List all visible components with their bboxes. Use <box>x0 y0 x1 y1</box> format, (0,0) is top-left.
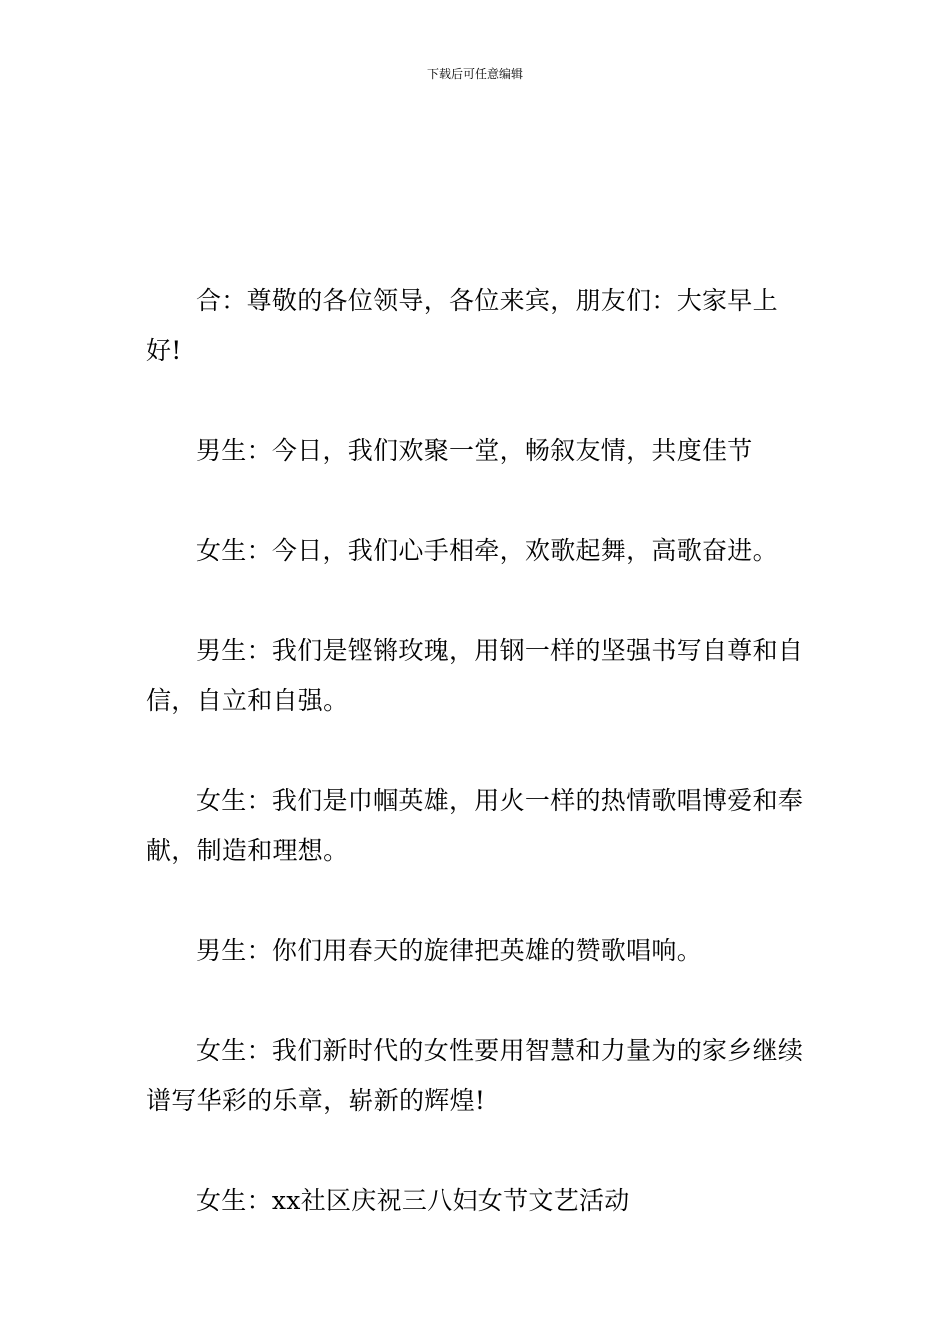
paragraph-female-4: 女生：xx社区庆祝三八妇女节文艺活动 <box>196 1186 630 1215</box>
paragraph-male-1: 男生：今日，我们欢聚一堂，畅叙友情，共度佳节 <box>196 436 753 465</box>
paragraph-opening-greeting: 合：尊敬的各位领导，各位来宾，朋友们：大家早上好! <box>146 286 778 365</box>
paragraph-female-3: 女生：我们新时代的女性要用智慧和力量为的家乡继续谱写华彩的乐章，崭新的辉煌! <box>146 1036 804 1115</box>
paragraph-male-2: 男生：我们是铿锵玫瑰，用钢一样的坚强书写自尊和自信，自立和自强。 <box>146 636 804 715</box>
paragraph-female-2: 女生：我们是巾帼英雄，用火一样的热情歌唱博爱和奉献，制造和理想。 <box>146 786 804 865</box>
paragraph-male-3: 男生：你们用春天的旋律把英雄的赞歌唱响。 <box>196 936 703 965</box>
document-body <box>146 276 808 1276</box>
paragraph-female-1: 女生：今日，我们心手相牵，欢歌起舞，高歌奋进。 <box>196 536 778 565</box>
header-note: 下载后可任意编辑 <box>426 67 523 81</box>
